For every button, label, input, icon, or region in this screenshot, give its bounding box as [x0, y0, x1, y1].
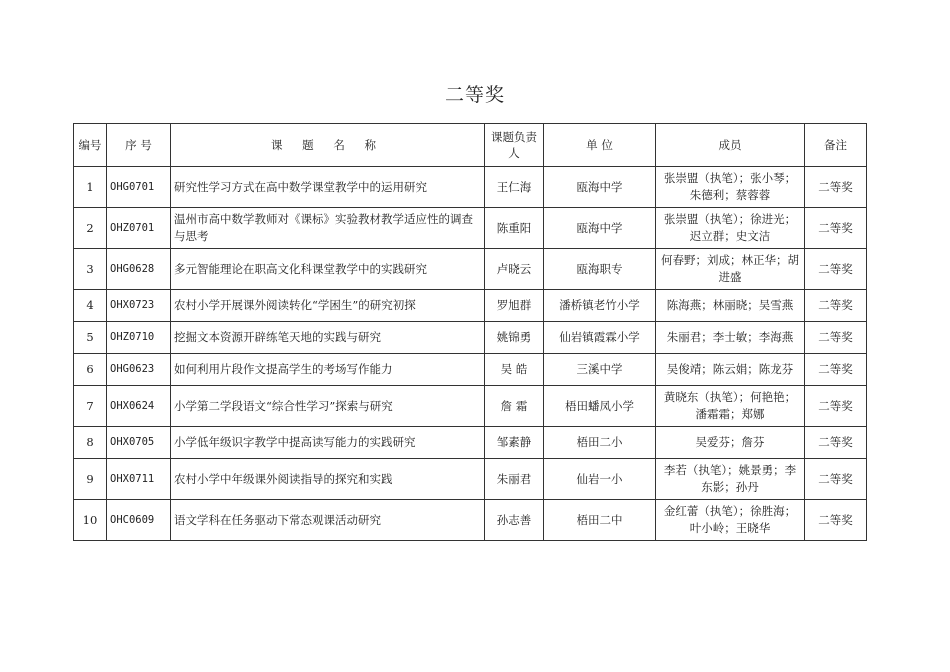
row-index: 5 [74, 322, 107, 354]
row-leader: 吴 皓 [485, 354, 544, 386]
row-unit: 瓯海中学 [544, 208, 656, 249]
row-topic: 农村小学开展课外阅读转化“学困生”的研究初探 [171, 290, 485, 322]
row-topic: 语文学科在任务驱动下常态观课活动研究 [171, 500, 485, 541]
row-unit: 梧田二中 [544, 500, 656, 541]
table-row [74, 249, 867, 290]
table-row [74, 500, 867, 541]
row-index: 2 [74, 208, 107, 249]
row-note: 二等奖 [805, 459, 867, 500]
header-leader: 课题负责人 [485, 124, 544, 167]
row-topic: 多元智能理论在职高文化科课堂教学中的实践研究 [171, 249, 485, 290]
row-unit: 瓯海中学 [544, 167, 656, 208]
row-unit: 仙岩镇霞霖小学 [544, 322, 656, 354]
row-note: 二等奖 [805, 386, 867, 427]
header-topic [171, 124, 485, 167]
row-note: 二等奖 [805, 427, 867, 459]
row-members: 金红蕾（执笔）；徐胜海；叶小岭；王晓华 [656, 500, 805, 541]
row-index: 4 [74, 290, 107, 322]
row-code: OHZ0701 [107, 208, 171, 249]
row-members: 黄晓东（执笔）；何艳艳；潘霜霜；郑娜 [656, 386, 805, 427]
row-members: 李若（执笔）；姚景勇；李东影；孙丹 [656, 459, 805, 500]
row-members: 何春野；刘成；林正华；胡进盛 [656, 249, 805, 290]
row-topic: 小学第二学段语文“综合性学习”探索与研究 [171, 386, 485, 427]
row-members: 朱丽君；李士敏；李海燕 [656, 322, 805, 354]
table-row [74, 459, 867, 500]
row-unit: 三溪中学 [544, 354, 656, 386]
row-index: 1 [74, 167, 107, 208]
row-members: 张崇盟（执笔）；张小琴；朱德利；蔡蓉蓉 [656, 167, 805, 208]
table-row [74, 322, 867, 354]
row-code: OHG0701 [107, 167, 171, 208]
row-code: OHC0609 [107, 500, 171, 541]
row-leader: 姚锦勇 [485, 322, 544, 354]
row-unit: 梧田二小 [544, 427, 656, 459]
row-code: OHG0628 [107, 249, 171, 290]
page-title: 二等奖 [444, 84, 505, 106]
table-row [74, 290, 867, 322]
row-topic: 温州市高中数学教师对《课标》实验教材教学适应性的调查与思考 [171, 208, 485, 249]
header-note: 备注 [805, 124, 867, 167]
table-row [74, 386, 867, 427]
header-code: 序 号 [107, 124, 171, 167]
row-code: OHX0705 [107, 427, 171, 459]
row-code: OHX0624 [107, 386, 171, 427]
row-topic: 小学低年级识字教学中提高读写能力的实践研究 [171, 427, 485, 459]
header-unit: 单 位 [544, 124, 656, 167]
row-members: 吴俊靖；陈云娟；陈龙芬 [656, 354, 805, 386]
row-code: OHG0623 [107, 354, 171, 386]
row-code: OHZ0710 [107, 322, 171, 354]
row-note: 二等奖 [805, 167, 867, 208]
row-note: 二等奖 [805, 290, 867, 322]
row-unit: 仙岩一小 [544, 459, 656, 500]
row-topic: 农村小学中年级课外阅读指导的探究和实践 [171, 459, 485, 500]
row-leader: 邹素静 [485, 427, 544, 459]
row-index: 3 [74, 249, 107, 290]
table-header-row [74, 124, 867, 167]
row-leader: 陈重阳 [485, 208, 544, 249]
row-leader: 罗旭群 [485, 290, 544, 322]
award-table [73, 123, 867, 541]
row-members: 吴爱芬；詹芬 [656, 427, 805, 459]
row-code: OHX0723 [107, 290, 171, 322]
row-note: 二等奖 [805, 208, 867, 249]
row-unit: 瓯海职专 [544, 249, 656, 290]
row-topic: 研究性学习方式在高中数学课堂教学中的运用研究 [171, 167, 485, 208]
row-unit: 潘桥镇老竹小学 [544, 290, 656, 322]
header-members: 成员 [656, 124, 805, 167]
row-members: 陈海燕；林丽晓；吴雪燕 [656, 290, 805, 322]
row-note: 二等奖 [805, 249, 867, 290]
row-index: 8 [74, 427, 107, 459]
row-topic: 如何利用片段作文提高学生的考场写作能力 [171, 354, 485, 386]
row-index: 6 [74, 354, 107, 386]
row-index: 9 [74, 459, 107, 500]
table-row [74, 427, 867, 459]
row-index: 7 [74, 386, 107, 427]
row-leader: 卢晓云 [485, 249, 544, 290]
table-row [74, 354, 867, 386]
row-note: 二等奖 [805, 500, 867, 541]
row-code: OHX0711 [107, 459, 171, 500]
row-topic: 挖掘文本资源开辟练笔天地的实践与研究 [171, 322, 485, 354]
table-row [74, 167, 867, 208]
row-leader: 孙志善 [485, 500, 544, 541]
header-topic-label: 课 题 名 称 [271, 137, 384, 152]
table-row [74, 208, 867, 249]
header-index: 编号 [74, 124, 107, 167]
row-unit: 梧田蟠凤小学 [544, 386, 656, 427]
row-note: 二等奖 [805, 322, 867, 354]
row-leader: 詹 霜 [485, 386, 544, 427]
row-members: 张崇盟（执笔）；徐进光；迟立群；史文洁 [656, 208, 805, 249]
row-leader: 王仁海 [485, 167, 544, 208]
row-index: 10 [74, 500, 107, 541]
row-note: 二等奖 [805, 354, 867, 386]
row-leader: 朱丽君 [485, 459, 544, 500]
